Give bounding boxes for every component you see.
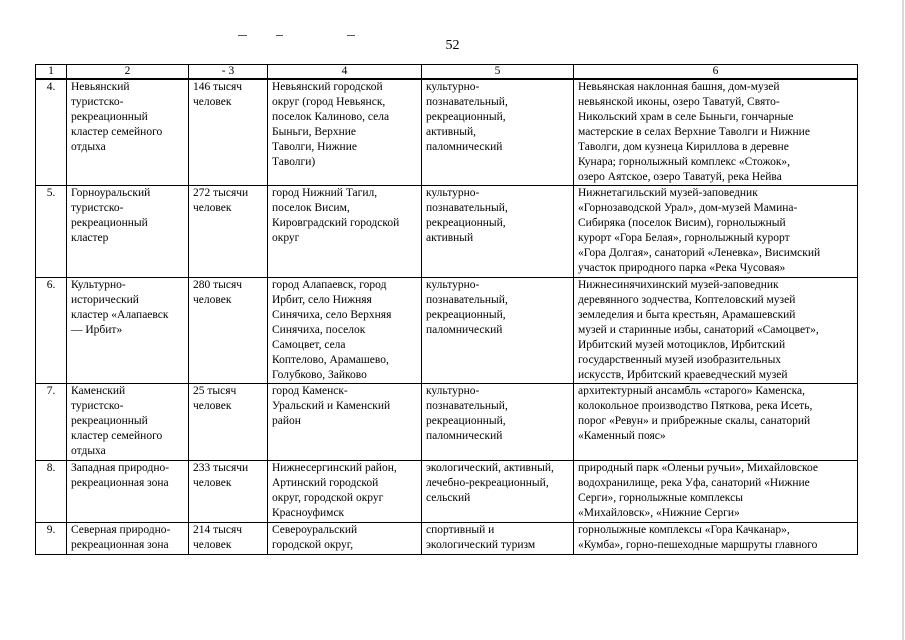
row-number: 8. bbox=[36, 461, 67, 523]
territory-text: Невьянский городской округ (город Невьянск, поселок Калиново, села Быньги, Верхние Таволги, Нижние Таволги) bbox=[272, 81, 390, 168]
tourism-type bbox=[422, 79, 574, 186]
attractions bbox=[574, 461, 858, 523]
territory-text: город Алапаевск, город Ирбит, село Нижняя Синячиха, село Верхняя Синячиха, поселок Самоцвет, села Коптелово, Арамашево, Голубково, Зайково bbox=[272, 279, 392, 381]
page-number: 52 bbox=[445, 38, 460, 53]
territory bbox=[268, 384, 422, 461]
table-row bbox=[36, 523, 858, 555]
territory-text: Нижнесергинский район, Артинский городской округ, городской округ Красноуфимск bbox=[272, 462, 397, 519]
attractions-text: Невьянская наклонная башня, дом-музей невьянской иконы, озеро Таватуй, Свято- Никольский храм в селе Быньги, гончарные мастерские в селах Верхние Таволги и Нижние Таволги, дом кузнеца Кириллова в деревне Кунара; горнолыжный комплекс «Стожок», озеро Аятское, озеро Таватуй, река Нейва bbox=[578, 81, 810, 183]
cluster-name-text: Каменский туристско- рекреационный кластер семейного отдыха bbox=[71, 385, 163, 457]
population-text: 272 тысячи человек bbox=[193, 187, 249, 214]
attractions-text: архитектурный ансамбль «старого» Каменска, колокольное производство Пяткова, река Исеть, порог «Ревун» и прибрежные скалы, санаторий «Каменный пояс» bbox=[578, 385, 813, 442]
territory bbox=[268, 278, 422, 384]
territory-text: город Каменск- Уральский и Каменский район bbox=[272, 385, 391, 427]
tourism-type-text: культурно- познавательный, рекреационный, паломнический bbox=[426, 385, 508, 442]
row-number: 6. bbox=[36, 278, 67, 384]
tourism-type-text: культурно- познавательный, рекреационный, паломнический bbox=[426, 279, 508, 336]
territory-text: город Нижний Тагил, поселок Висим, Кировградский городской округ bbox=[272, 187, 400, 244]
attractions-text: природный парк «Оленьи ручьи», Михайловское водохранилище, река Уфа, санаторий «Нижние Серги», горнолыжные комплексы «Михайловск», «Нижние Серги» bbox=[578, 462, 819, 519]
territory bbox=[268, 461, 422, 523]
attractions bbox=[574, 186, 858, 278]
table-row bbox=[36, 384, 858, 461]
cluster-name-text: Культурно- исторический кластер «Алапаевск — Ирбит» bbox=[71, 279, 169, 336]
tourism-type-text: культурно- познавательный, рекреационный, активный bbox=[426, 187, 508, 244]
tourism-clusters-table bbox=[35, 64, 858, 555]
column-header-1: 1 bbox=[36, 65, 67, 80]
attractions-text: Нижнетагильский музей-заповедник «Горнозаводской Урал», дом-музей Мамина- Сибиряка (поселок Висим), горнолыжный курорт «Гора Белая», горнолыжный курорт «Гора Долгая», санаторий «Леневка», Висимский участок природного парка «Река Чусовая» bbox=[578, 187, 821, 274]
cluster-name bbox=[67, 186, 189, 278]
population bbox=[189, 384, 268, 461]
population bbox=[189, 461, 268, 523]
cluster-name-text: Северная природно- рекреационная зона bbox=[71, 524, 171, 551]
row-number: 7. bbox=[36, 384, 67, 461]
scan-mark-middle bbox=[276, 35, 283, 36]
tourism-type bbox=[422, 186, 574, 278]
attractions-text: Нижнесинячихинский музей-заповедник деревянного зодчества, Коптеловский музей земледелия и быта крестьян, Арамашевский музей и старинные избы, санаторий «Самоцвет», Ирбитский музей мотоциклов, Ирбитский государственный музей изобразительных искусств, Ирбитский краеведческий музей bbox=[578, 279, 819, 381]
territory bbox=[268, 79, 422, 186]
column-header-2: 2 bbox=[67, 65, 189, 80]
cluster-name bbox=[67, 79, 189, 186]
population-text: 214 тысяч человек bbox=[193, 524, 243, 551]
column-header-5: 5 bbox=[422, 65, 574, 80]
population-text: 280 тысяч человек bbox=[193, 279, 243, 306]
territory-text: Североуральский городской округ, bbox=[272, 524, 358, 551]
population bbox=[189, 79, 268, 186]
cluster-name bbox=[67, 523, 189, 555]
population-text: 146 тысяч человек bbox=[193, 81, 243, 108]
column-header-4: 4 bbox=[268, 65, 422, 80]
attractions bbox=[574, 79, 858, 186]
population bbox=[189, 523, 268, 555]
attractions bbox=[574, 384, 858, 461]
population-text: 233 тысячи человек bbox=[193, 462, 249, 489]
population bbox=[189, 278, 268, 384]
table-row bbox=[36, 79, 858, 186]
tourism-type bbox=[422, 523, 574, 555]
column-header-6: 6 bbox=[574, 65, 858, 80]
cluster-name bbox=[67, 461, 189, 523]
tourism-type-text: экологический, активный, лечебно-рекреационный, сельский bbox=[426, 462, 554, 504]
scan-mark-right bbox=[347, 35, 355, 36]
scan-mark-left bbox=[238, 35, 247, 36]
cluster-name bbox=[67, 278, 189, 384]
attractions bbox=[574, 278, 858, 384]
territory bbox=[268, 186, 422, 278]
population-text: 25 тысяч человек bbox=[193, 385, 237, 412]
attractions bbox=[574, 523, 858, 555]
table-row bbox=[36, 461, 858, 523]
row-number: 5. bbox=[36, 186, 67, 278]
cluster-name bbox=[67, 384, 189, 461]
column-number-row bbox=[36, 65, 858, 80]
cluster-name-text: Горноуральский туристско- рекреационный кластер bbox=[71, 187, 151, 244]
row-number: 9. bbox=[36, 523, 67, 555]
tourism-type bbox=[422, 384, 574, 461]
cluster-name-text: Невьянский туристско- рекреационный кластер семейного отдыха bbox=[71, 81, 163, 153]
attractions-text: горнолыжные комплексы «Гора Качканар», «Кумба», горно-пешеходные маршруты главного bbox=[578, 524, 818, 551]
row-number: 4. bbox=[36, 79, 67, 186]
cluster-name-text: Западная природно- рекреационная зона bbox=[71, 462, 170, 489]
tourism-type bbox=[422, 461, 574, 523]
table-row bbox=[36, 278, 858, 384]
tourism-type-text: культурно- познавательный, рекреационный, активный, паломнический bbox=[426, 81, 508, 153]
tourism-type bbox=[422, 278, 574, 384]
page-edge bbox=[902, 0, 904, 640]
column-header-3: - 3 bbox=[189, 65, 268, 80]
tourism-type-text: спортивный и экологический туризм bbox=[426, 524, 536, 551]
table-row bbox=[36, 186, 858, 278]
population bbox=[189, 186, 268, 278]
territory bbox=[268, 523, 422, 555]
